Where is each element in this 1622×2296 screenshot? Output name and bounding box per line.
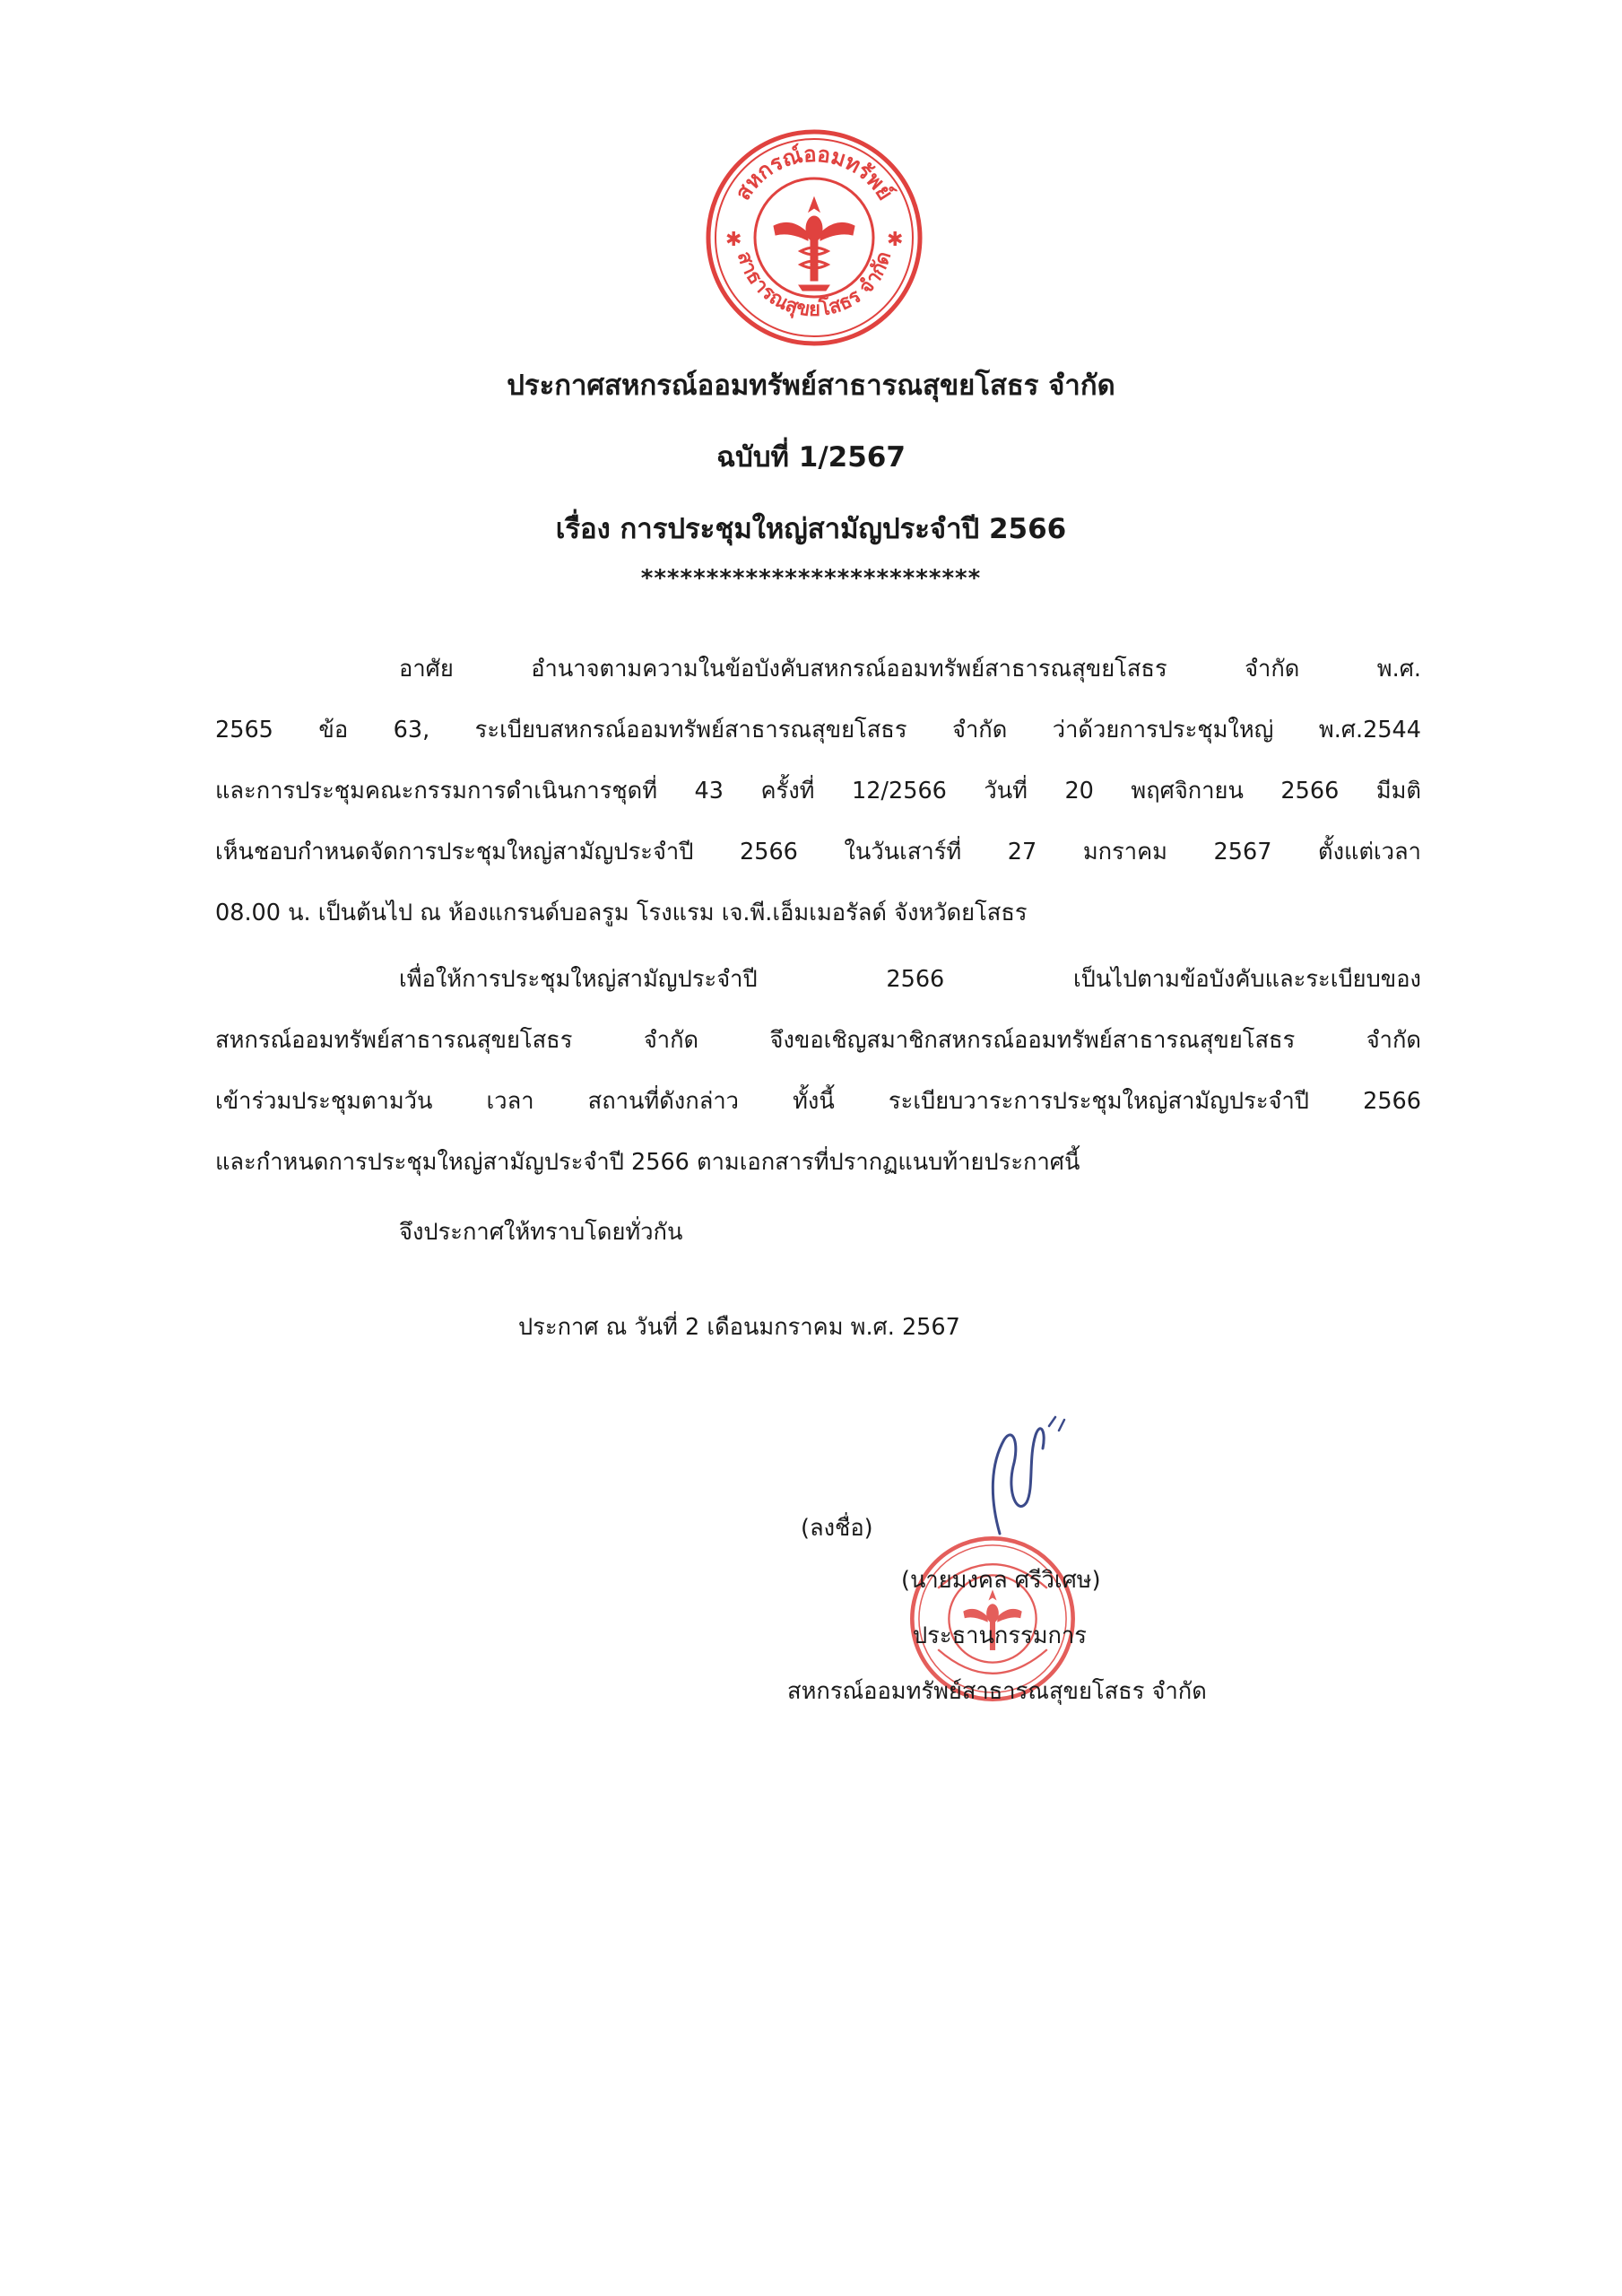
paragraph-line: 2565 ข้อ 63, ระเบียบสหกรณ์ออมทรัพย์สาธารณสุขยโสธร จำกัด ว่าด้วยการประชุมใหญ่ พ.ศ.2544 xyxy=(215,717,1421,744)
cooperative-seal xyxy=(702,126,926,350)
separator: ************************** xyxy=(640,565,982,592)
announcement-date: ประกาศ ณ วันที่ 2 เดือนมกราคม พ.ศ. 2567 xyxy=(518,1314,960,1341)
paragraph-line: อาศัย อำนาจตามความในข้อบังคับสหกรณ์ออมทรัพย์สาธารณสุขยโสธร จำกัด พ.ศ. xyxy=(399,656,1421,683)
closing-statement: จึงประกาศให้ทราบโดยทั่วกัน xyxy=(399,1219,683,1246)
signer-position: ประธานกรรมการ xyxy=(913,1622,1087,1649)
announcement-issue: ฉบับที่ 1/2567 xyxy=(716,441,906,474)
announcement-header xyxy=(0,350,1622,565)
seal-emblem-icon xyxy=(702,126,926,350)
seal-text-top: สหกรณ์ออมทรัพย์ xyxy=(730,141,898,205)
seal-text-bottom: สาธารณสุขยโสธร จำกัด xyxy=(732,248,897,322)
signature-label: (ลงชื่อ) xyxy=(801,1515,873,1542)
handwritten-signature xyxy=(964,1404,1080,1547)
svg-text:✱: ✱ xyxy=(725,229,742,251)
announcement-subject: เรื่อง การประชุมใหญ่สามัญประจำปี 2566 xyxy=(555,513,1067,545)
signer-name: (นายมงคล ศรีวิเศษ) xyxy=(901,1567,1101,1594)
paragraph-line: เพื่อให้การประชุมใหญ่สามัญประจำปี 2566 เป็นไปตามข้อบังคับและระเบียบของ xyxy=(399,966,1421,993)
signer-organization: สหกรณ์ออมทรัพย์สาธารณสุขยโสธร จำกัด xyxy=(787,1678,1207,1705)
paragraph-line: เข้าร่วมประชุมตามวัน เวลา สถานที่ดังกล่าว ทั้งนี้ ระเบียบวาระการประชุมใหญ่สามัญประจำปี 2566 xyxy=(215,1088,1421,1115)
paragraph-line: และการประชุมคณะกรรมการดำเนินการชุดที่ 43 ครั้งที่ 12/2566 วันที่ 20 พฤศจิกายน 2566 มีมติ xyxy=(215,778,1421,804)
svg-text:✱: ✱ xyxy=(887,229,904,251)
paragraph-line: 08.00 น. เป็นต้นไป ณ ห้องแกรนด์บอลรูม โรงแรม เจ.พี.เอ็มเมอรัลด์ จังหวัดยโสธร xyxy=(215,900,1028,926)
body-paragraph-2 xyxy=(215,949,1421,1193)
paragraph-line: สหกรณ์ออมทรัพย์สาธารณสุขยโสธร จำกัด จึงขอเชิญสมาชิกสหกรณ์ออมทรัพย์สาธารณสุขยโสธร จำกัด xyxy=(215,1027,1421,1054)
paragraph-line: และกำหนดการประชุมใหญ่สามัญประจำปี 2566 ตามเอกสารที่ปรากฏแนบท้ายประกาศนี้ xyxy=(215,1149,1080,1176)
paragraph-line: เห็นชอบกำหนดจัดการประชุมใหญ่สามัญประจำปี 2566 ในวันเสาร์ที่ 27 มกราคม 2567 ตั้งแต่เวลา xyxy=(215,839,1421,865)
body-paragraph-1 xyxy=(215,639,1421,944)
announcement-title: ประกาศสหกรณ์ออมทรัพย์สาธารณสุขยโสธร จำกัด xyxy=(507,370,1115,402)
